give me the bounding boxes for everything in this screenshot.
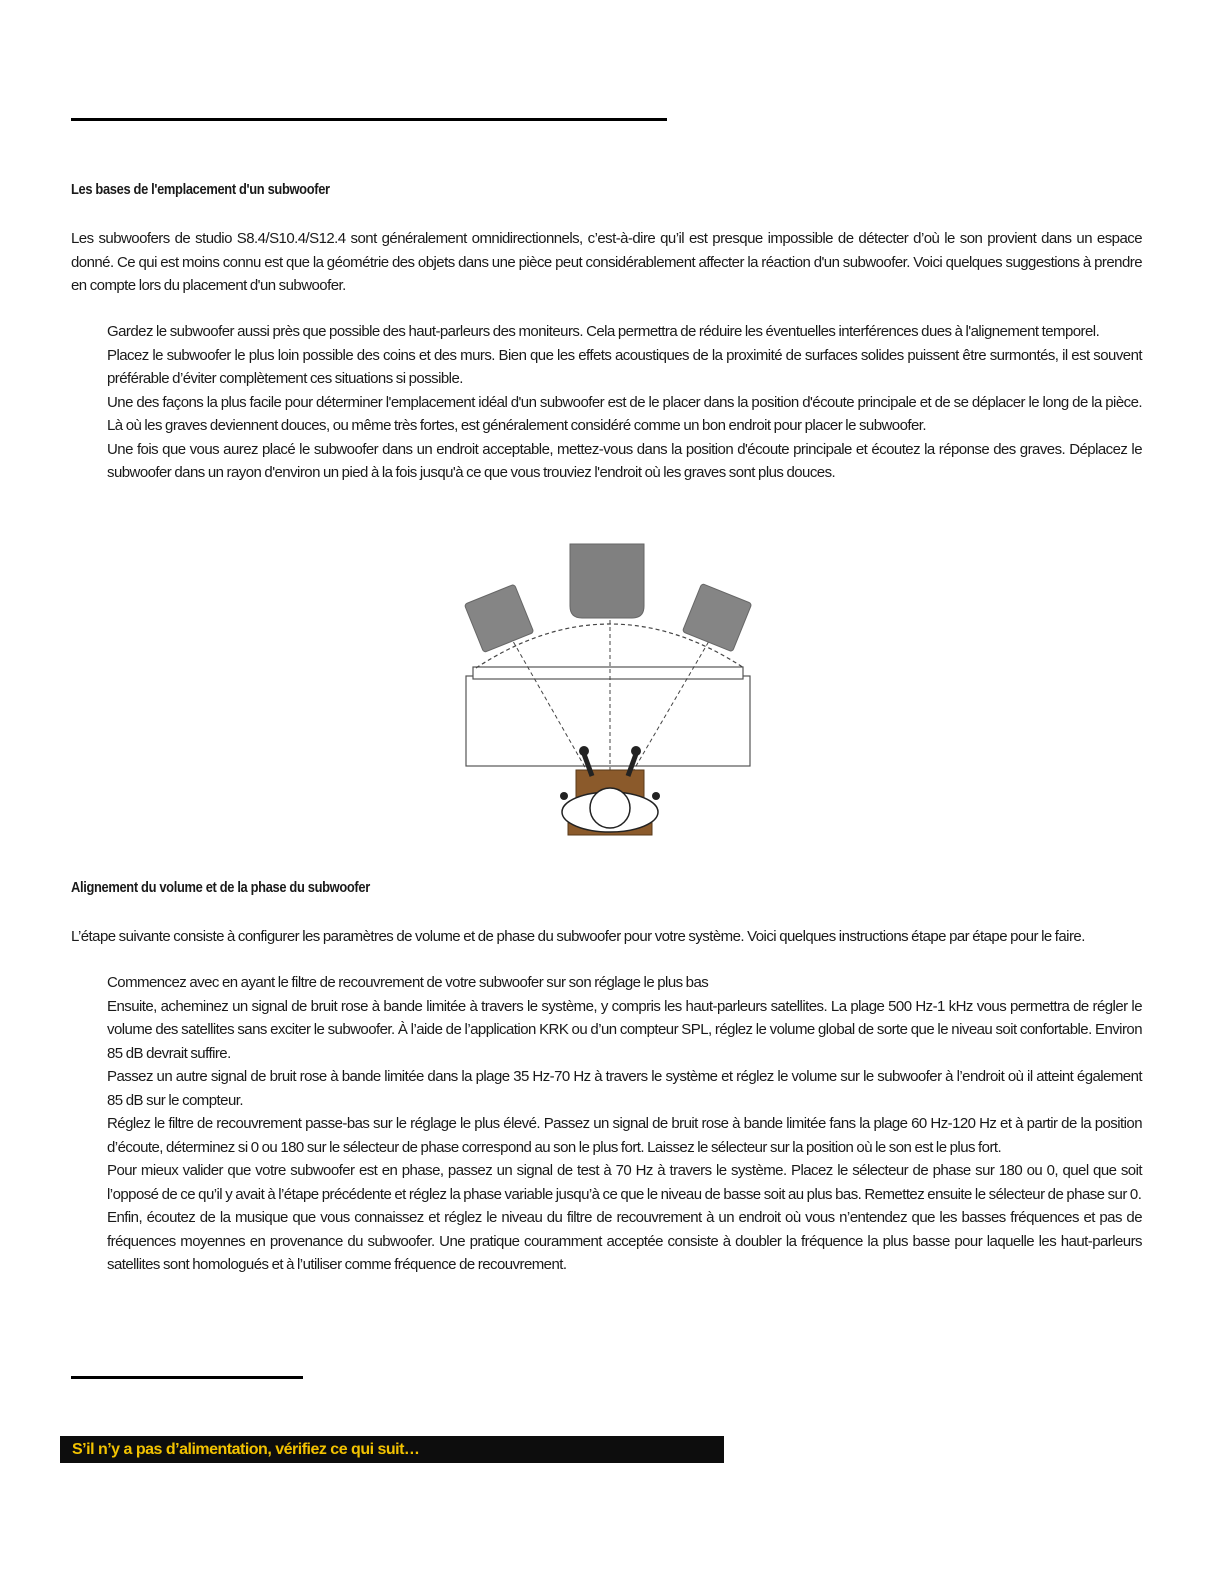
desk-shelf bbox=[473, 667, 743, 679]
list-item: Une des façons la plus facile pour déterminer l'emplacement idéal d'un subwoofer est de le placer dans la position d'écoute principale et de se déplacer le long de la pièce. Là où les graves deviennent douces, ou même très fortes, est généralement considéré comme un bon endroit pour placer le subwoofer. bbox=[107, 393, 1142, 434]
bottom-rule bbox=[71, 1376, 303, 1379]
mixing-desk bbox=[466, 676, 750, 766]
list-item: Commencez avec en ayant le filtre de recouvrement de votre subwoofer sur son réglage le plus bas bbox=[107, 974, 709, 991]
left-speaker bbox=[464, 584, 534, 652]
alignment-intro: L’étape suivante consiste à configurer les paramètres de volume et de phase du subwoofer pour votre système. Voici quelques instructions étape par étape pour le faire. bbox=[71, 928, 1085, 945]
list-item: Ensuite, acheminez un signal de bruit rose à bande limitée à travers le système, y compris les haut-parleurs satellites. La plage 500 Hz-1 kHz vous permettra de régler le volume des satellites sans exciter le subwoofer. À l’aide de l’application KRK ou d’un compteur SPL, réglez le volume global de sorte que le niveau soit confortable. Environ 85 dB devrait suffire. bbox=[107, 997, 1142, 1062]
list-item: Gardez le subwoofer aussi près que possible des haut-parleurs des moniteurs. Cela permettra de réduire les éventuelles interférences dues à l'alignement temporel. bbox=[107, 323, 1100, 340]
list-item: Enfin, écoutez de la musique que vous connaissez et réglez le niveau du filtre de recouvrement à un endroit où vous n’entendez que les basses fréquences et pas de fréquences moyennes en provenance du subwoofer. Une pratique couramment acceptée consiste à doubler la fréquence la plus basse pour laquelle les haut-parleurs satellites sont homologués et à l’utiliser comme fréquence de recouvrement. bbox=[107, 1209, 1142, 1273]
placement-suggestions-list bbox=[107, 320, 1142, 485]
alignment-steps-list bbox=[107, 971, 1142, 1277]
troubleshooting-banner: S’il n’y a pas d’alimentation, vérifiez ce qui suit… bbox=[60, 1436, 724, 1463]
list-item: Placez le subwoofer le plus loin possible des coins et des murs. Bien que les effets acoustiques de la proximité de surfaces solides puissent être surmontés, il est souvent préférable d’éviter complètement ces situations si possible. bbox=[107, 346, 1142, 387]
list-item: Une fois que vous aurez placé le subwoofer dans un endroit acceptable, mettez-vous dans la position d'écoute principale et écoutez la réponse des graves. Déplacez le subwoofer dans un rayon d'environ un pied à la fois jusqu'à ce que vous trouviez l'endroit où les graves sont plus douces. bbox=[107, 440, 1142, 481]
list-item: Pour mieux valider que votre subwoofer est en phase, passez un signal de test à 70 Hz à travers le système. Placez le sélecteur de phase sur 180 ou 0, quel que soit l’opposé de ce qu’il y avait à l’étape précédente et réglez la phase variable jusqu’à ce que le niveau de basse soit au plus bas. Remettez ensuite le sélecteur de phase sur 0. bbox=[107, 1162, 1142, 1203]
center-speaker bbox=[570, 544, 644, 618]
list-item: Réglez le filtre de recouvrement passe-bas sur le réglage le plus élevé. Passez un signal de bruit rose à bande limitée fans la plage 60 Hz-120 Hz et à partir de la position d’écoute, déterminez si 0 ou 180 sur le sélecteur de phase correspond au son le plus fort. Laissez le sélecteur sur la position où le son est le plus fort. bbox=[107, 1115, 1142, 1156]
section-heading-placement: Les bases de l'emplacement d'un subwoofer bbox=[71, 181, 330, 198]
listener-head bbox=[590, 788, 630, 828]
section-heading-alignment: Alignement du volume et de la phase du subwoofer bbox=[71, 879, 370, 896]
placement-intro: Les subwoofers de studio S8.4/S10.4/S12.4 sont généralement omnidirectionnels, c’est-à-dire qu’il est presque impossible de détecter d’où le son provient dans un espace donné. Ce qui est moins connu est que la géométrie des objets dans une pièce peut considérablement affecter la réaction d'un subwoofer. Voici quelques suggestions à prendre en compte lors du placement d'un subwoofer. bbox=[71, 230, 1142, 294]
list-item: Passez un autre signal de bruit rose à bande limitée dans la plage 35 Hz-70 Hz à travers le système et réglez le volume sur le subwoofer à l’endroit où il atteint également 85 dB sur le compteur. bbox=[107, 1068, 1142, 1109]
subwoofer-placement-diagram bbox=[440, 540, 780, 840]
right-speaker bbox=[682, 583, 752, 651]
top-rule bbox=[71, 118, 667, 121]
